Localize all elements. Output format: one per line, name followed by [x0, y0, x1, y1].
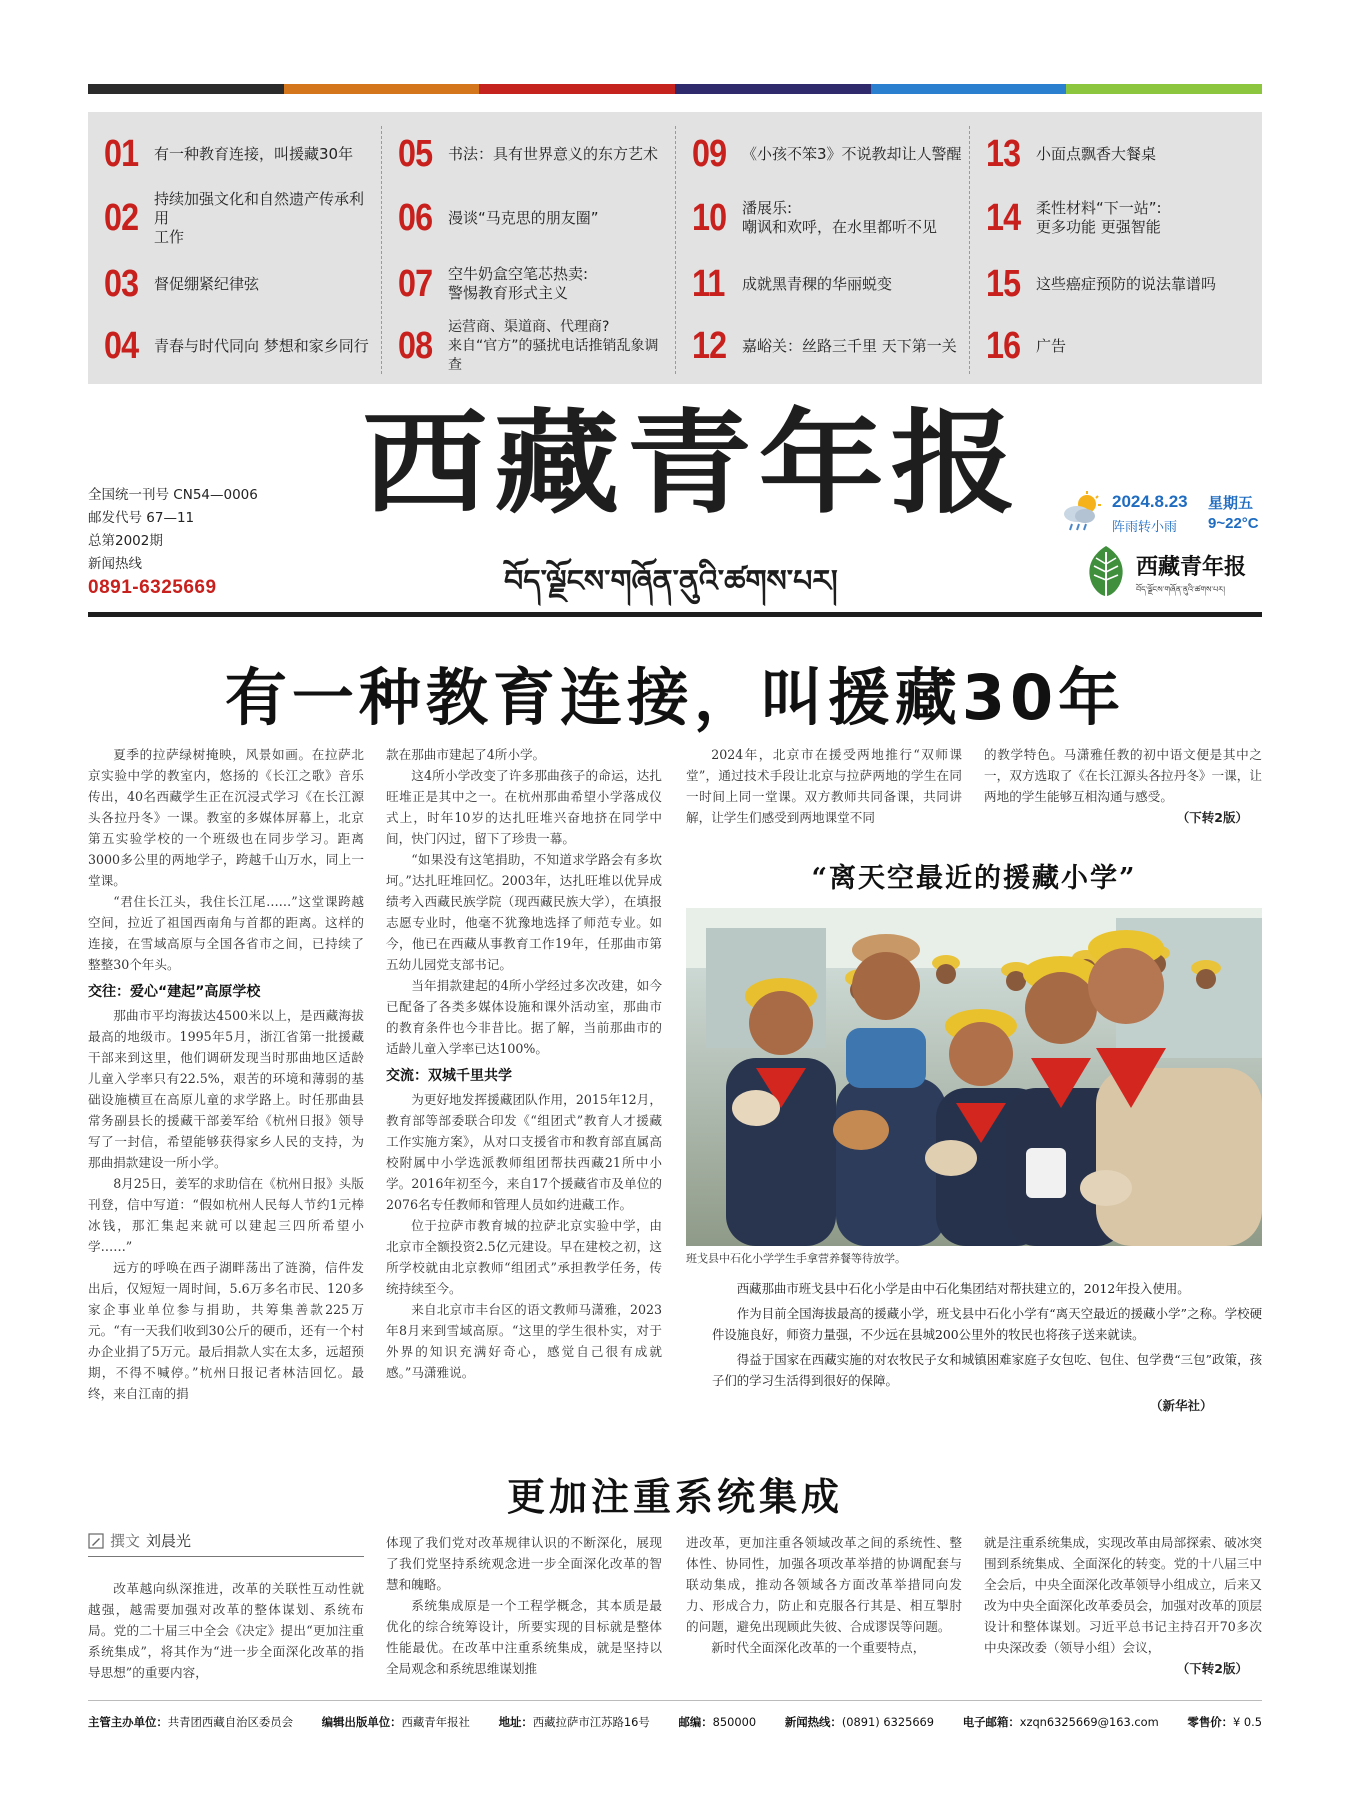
- photo-story-text: [712, 1278, 1262, 1395]
- sun-cloud-rain-icon: [1060, 490, 1104, 534]
- paragraph: 系统集成原是一个工程学概念，其本质是最优化的综合统筹设计，所要实现的目标就是整体性能最优。在改革中注重系统集成，就是坚持以全局观念和系统思维谋划推: [386, 1598, 662, 1676]
- footer-value: xzqn6325669@163.com: [1019, 1715, 1159, 1729]
- footer-address: [499, 1714, 650, 1730]
- toc-title: 书法：具有世界意义的东方艺术: [448, 144, 659, 163]
- stripe-segment: [479, 84, 675, 94]
- toc-page-number: 15: [986, 262, 1021, 305]
- students-photo: [686, 908, 1262, 1246]
- stripe-segment: [1066, 84, 1262, 94]
- masthead-title: 西藏青年报: [362, 398, 1023, 529]
- paragraph: 夏季的拉萨绿树掩映，风景如画。在拉萨北京实验中学的教室内，悠扬的《长江之歌》音乐传出，40名西藏学生正在沉浸式学习《在长江源头各拉丹冬》一课。教室的多媒体屏幕上，北京第五实验学校的一个班级也在同步学习。距离3000多公里的两地学子，跨越千山万水，同上一堂课。: [88, 747, 364, 888]
- footer-value: (0891) 6325669: [841, 1715, 935, 1729]
- paragraph: 那曲市平均海拔达4500米以上，是西藏海拔最高的地级市。1995年5月，浙江省第一批援藏干部来到这里，他们调研发现当时那曲地区适龄儿童入学率只有22.5%，艰苦的环境和薄弱的基础设施横亘在高原儿童的求学路上。时任那曲县常务副县长的援藏干部姜军给《杭州日报》领导写了一封信，希望能够获得家乡人民的支持，为那曲捐款建设一所小学。: [88, 1008, 364, 1170]
- byline-label: 撰文: [110, 1532, 141, 1550]
- footer-value: ¥ 0.5: [1233, 1715, 1262, 1729]
- toc-item[interactable]: [398, 256, 670, 312]
- footer-label: 地址：: [498, 1715, 533, 1729]
- toc-item[interactable]: [692, 126, 964, 182]
- issue-info: [88, 484, 258, 599]
- toc-title: 嘉峪关：丝路三千里 天下第一关: [742, 336, 957, 355]
- stripe-segment: [871, 84, 1067, 94]
- photo-story-title: “离天空最近的援藏小学”: [811, 863, 1137, 894]
- weather-temperature: 9~22°C: [1208, 515, 1259, 532]
- continued-note: （下转2版）: [1176, 1661, 1248, 1676]
- toc-item[interactable]: [104, 318, 377, 374]
- footer-divider: [88, 1700, 1262, 1701]
- toc-page-number: 13: [986, 132, 1021, 175]
- footer-price: [1187, 1714, 1262, 1730]
- logo-tibetan: བོད་ལྗོངས་གཞོན་ནུའི་ཚགས་པར།: [1136, 585, 1225, 594]
- toc-title: 《小孩不笨3》不说教却让人警醒: [742, 144, 962, 163]
- article-column: [386, 744, 662, 1383]
- toc-item[interactable]: [986, 126, 1258, 182]
- color-stripe: [88, 84, 1262, 94]
- issue-total-number: 总第2002期: [88, 533, 163, 549]
- toc-page-number: 09: [692, 132, 727, 175]
- toc-item[interactable]: [104, 256, 377, 312]
- footer-value: 西藏拉萨市江苏路16号: [532, 1715, 650, 1729]
- paragraph: 2024年，北京市在援受两地推行“双师课堂”，通过技术手段让北京与拉萨两地的学生在同一时间上同一堂课。双方教师共同备课，共同讲解，让学生们感受到两地课堂不同: [686, 747, 962, 825]
- footer-label: 新闻热线：: [784, 1715, 842, 1729]
- paragraph: 就是注重系统集成，实现改革由局部探索、破冰突围到系统集成、全面深化的转变。党的十八届三中全会后，中央全面深化改革领导小组成立，后来又改为中央全面深化改革委员会，加强对改革的顶层设计和整体谋划。习近平总书记主持召开70多次中央深改委（领导小组）会议，: [984, 1535, 1262, 1655]
- paragraph: 远方的呼唤在西子湖畔荡出了涟漪，信件发出后，仅短短一周时间，5.6万多名市民、120多家企事业单位参与捐助，共筹集善款225万元。“有一天我们收到30公斤的硬币，还有一个村办企业捐了5万元。最后捐款人实在太多，远超预期，不得不喊停。”杭州日报记者林洁回忆。最终，来自江南的捐: [88, 1260, 364, 1401]
- photo-story-source: （新华社）: [1150, 1398, 1213, 1413]
- footer-zip: [678, 1714, 756, 1730]
- leaf-logo-icon: [1084, 544, 1128, 598]
- footer-publisher: [322, 1714, 470, 1730]
- pen-icon: [88, 1533, 104, 1549]
- toc-page-number: 16: [986, 324, 1021, 367]
- paragraph: 进改革，更加注重各领域改革之间的系统性、整体性、协同性，加强各项改革举措的协调配套与联动集成，推动各领域各方面改革举措同向发力、形成合力，防止和克服各行其是、相互掣肘的问题，避免出现顾此失彼、合成谬误等问题。: [686, 1535, 962, 1634]
- toc-column: [381, 126, 674, 374]
- paragraph: 体现了我们党对改革规律认识的不断深化，展现了我们党坚持系统观念进一步全面深化改革的智慧和魄略。: [386, 1535, 662, 1592]
- toc-item[interactable]: [398, 126, 670, 182]
- masthead-tibetan: བོད་ལྗོངས་གཞོན་ནུའི་ཚགས་པར།: [504, 564, 838, 599]
- article-column: [984, 744, 1262, 828]
- stripe-segment: [88, 84, 284, 94]
- toc-page-number: 06: [398, 196, 433, 239]
- toc-title: 漫谈“马克思的朋友圈”: [448, 208, 599, 227]
- logo-name: 西藏青年报: [1136, 554, 1247, 580]
- footer-value: 850000: [712, 1715, 757, 1729]
- article-column: [984, 1532, 1262, 1679]
- paragraph: “如果没有这笔捐助，不知道求学路会有多坎坷。”达扎旺堆回忆。2003年，达扎旺堆以优异成绩考入西藏民族学院（现西藏民族大学），在填报志愿专业时，他毫不犹豫地选择了师范专业。如今，他已在西藏从事教育工作19年，任那曲市第五幼儿园党支部书记。: [386, 852, 662, 972]
- toc-page-number: 12: [692, 324, 727, 367]
- stripe-segment: [284, 84, 480, 94]
- footer-sponsor: [88, 1714, 293, 1730]
- article-column: [88, 744, 364, 1404]
- author-name: 刘晨光: [146, 1532, 192, 1550]
- footer-label: 主管主办单位：: [88, 1715, 168, 1729]
- paragraph: 这4所小学改变了许多那曲孩子的命运，达扎旺堆正是其中之一。在杭州那曲希望小学落成仪式上，时年10岁的达扎旺堆兴奋地挤在同学中间，快门闪过，留下了珍贵一幕。: [386, 768, 662, 846]
- toc-item[interactable]: [692, 256, 964, 312]
- section-heading: 交往：爱心“建起”高原学校: [88, 984, 261, 1000]
- footer-value: 共青团西藏自治区委员会: [167, 1715, 294, 1729]
- paragraph: 西藏那曲市班戈县中石化小学是由中石化集团结对帮扶建立的，2012年投入使用。: [736, 1281, 1190, 1296]
- toc-title: 潘展乐: 嘲讽和欢呼，在水里都听不见: [742, 199, 938, 236]
- footer-value: 西藏青年报社: [401, 1715, 470, 1729]
- toc-column: [88, 126, 381, 374]
- paragraph: 为更好地发挥援藏团队作用，2015年12月，教育部等部委联合印发《“组团式”教育人才援藏工作实施方案》，从对口支援省市和教育部直属高校附属中小学选派教师组团帮扶西藏21所中小学。2016年初至今，来自17个援藏省市及单位的2076名专任教师和管理人员如约进藏工作。: [386, 1092, 662, 1212]
- main-headline: 有一种教育连接，叫援藏30年: [224, 661, 1126, 734]
- weather-date: 2024.8.23: [1112, 492, 1188, 511]
- byline: [88, 1530, 191, 1551]
- toc-title: 持续加强文化和自然遗产传承利用 工作: [154, 189, 365, 246]
- toc-title: 广告: [1036, 336, 1067, 355]
- footer-hotline: [785, 1714, 934, 1730]
- continued-note: （下转2版）: [1176, 810, 1248, 825]
- toc-title: 运营商、渠道商、代理商? 来自“官方”的骚扰电话推销乱象调查: [448, 318, 659, 373]
- toc-title: 青春与时代同向 梦想和家乡同行: [154, 336, 369, 355]
- toc-column: [969, 126, 1262, 374]
- weather-weekday: 星期五: [1208, 494, 1254, 512]
- masthead-divider: [88, 612, 1262, 617]
- issue-cn-number: 全国统一刊号 CN54—0006: [88, 487, 258, 503]
- toc-page-number: 07: [398, 262, 433, 305]
- newspaper-logo: [1084, 544, 1264, 600]
- paragraph: 作为目前全国海拔最高的援藏小学，班戈县中石化小学有“离天空最近的援藏小学”之称。学校硬件设施良好，师资力量强，不少远在县城200公里外的牧民也将孩子送来就读。: [712, 1306, 1262, 1342]
- footer-label: 电子邮箱：: [962, 1715, 1020, 1729]
- toc-page-number: 10: [692, 196, 727, 239]
- photo-caption: 班戈县中石化小学学生手拿营养餐等待放学。: [686, 1252, 906, 1265]
- toc-item[interactable]: [986, 318, 1258, 374]
- paragraph: 款在那曲市建起了4所小学。: [386, 747, 546, 762]
- toc-item[interactable]: [104, 126, 377, 182]
- toc-item[interactable]: [104, 190, 377, 246]
- footer-label: 编辑出版单位：: [321, 1715, 402, 1729]
- paragraph: 当年捐款建起的4所小学经过多次改建，如今已配备了各类多媒体设施和课外活动室，那曲市的教育条件也今非昔比。据了解，当前那曲市的适龄儿童入学率已达100%。: [386, 978, 662, 1056]
- paragraph: 位于拉萨市教育城的拉萨北京实验中学，由北京市全额投资2.5亿元建设。早在建校之初，这所学校就由北京教师“组团式”承担教学任务，传统持续至今。: [386, 1218, 662, 1296]
- article-column: [686, 744, 962, 828]
- toc-item[interactable]: [692, 190, 964, 246]
- paragraph: “君住长江头，我住长江尾……”这堂课跨越空间，拉近了祖国西南角与首都的距离。这样的连接，在雪域高原与全国各省市之间，已持续了整整30个年头。: [88, 894, 364, 972]
- stripe-segment: [675, 84, 871, 94]
- toc-title: 柔性材料“下一站”: 更多功能 更强智能: [1036, 199, 1162, 236]
- toc-item[interactable]: [692, 318, 964, 374]
- article-column: [88, 1578, 364, 1683]
- paragraph: 8月25日，姜军的求助信在《杭州日报》头版刊登，信中写道：“假如杭州人民每人节约1元棒冰钱，那汇集起来就可以建起三四所希望小学……”: [88, 1176, 364, 1254]
- hotline-number: 0891-6325669: [88, 577, 217, 598]
- paragraph: 新时代全面深化改革的一个重要特点，: [711, 1640, 926, 1655]
- toc-item[interactable]: [398, 190, 670, 246]
- hotline-label: 新闻热线: [88, 556, 142, 572]
- byline-underline: [88, 1556, 364, 1557]
- toc-title: 这些癌症预防的说法靠谱吗: [1036, 274, 1217, 293]
- weather-condition: 阵雨转小雨: [1112, 520, 1178, 535]
- paragraph: 改革越向纵深推进，改革的关联性互动性就越强，越需要加强对改革的整体谋划、系统布局。党的二十届三中全会《决定》提出“更加注重系统集成”，将其作为“进一步全面深化改革的指导思想”的重要内容，: [88, 1581, 364, 1680]
- toc-title: 小面点飘香大餐桌: [1036, 144, 1157, 163]
- footer-label: 零售价：: [1187, 1715, 1233, 1729]
- toc-page-number: 08: [398, 324, 433, 367]
- toc-column: [675, 126, 968, 374]
- toc-page-number: 02: [104, 196, 139, 239]
- second-headline: 更加注重系统集成: [506, 1475, 843, 1519]
- toc-title: 督促绷紧纪律弦: [154, 274, 260, 293]
- article-column: [686, 1532, 962, 1658]
- toc-page-number: 03: [104, 262, 139, 305]
- table-of-contents: [88, 112, 1262, 384]
- toc-title: 有一种教育连接，叫援藏30年: [154, 144, 354, 163]
- students-photo-illustration: [686, 908, 1262, 1246]
- toc-page-number: 05: [398, 132, 433, 175]
- toc-title: 成就黑青稞的华丽蜕变: [742, 274, 893, 293]
- toc-page-number: 14: [986, 196, 1021, 239]
- section-heading: 交流：双城千里共学: [386, 1068, 512, 1084]
- footer-label: 邮编：: [678, 1715, 713, 1729]
- toc-page-number: 01: [104, 132, 139, 175]
- article-column: [386, 1532, 662, 1679]
- footer: [88, 1714, 1262, 1730]
- issue-postal-code: 邮发代号 67—11: [88, 510, 195, 526]
- toc-item[interactable]: [986, 190, 1258, 246]
- toc-page-number: 04: [104, 324, 139, 367]
- toc-item[interactable]: [986, 256, 1258, 312]
- weather-box: [1060, 490, 1270, 540]
- toc-item[interactable]: [398, 318, 670, 374]
- paragraph: 来自北京市丰台区的语文教师马潇雅，2023年8月来到雪域高原。“这里的学生很朴实，对于外界的知识充满好奇心，感觉自己很有成就感。”马潇雅说。: [386, 1302, 662, 1380]
- toc-title: 空牛奶盒空笔芯热卖: 警惕教育形式主义: [448, 265, 589, 302]
- footer-email[interactable]: [963, 1714, 1159, 1730]
- paragraph: 得益于国家在西藏实施的对农牧民子女和城镇困难家庭子女包吃、包住、包学费“三包”政策，孩子们的学习生活得到很好的保障。: [712, 1352, 1262, 1388]
- paragraph: 的教学特色。马潇雅任教的初中语文便是其中之一，双方选取了《在长江源头各拉丹冬》一课，让两地的学生能够互相沟通与感受。: [984, 747, 1262, 804]
- toc-page-number: 11: [692, 262, 725, 305]
